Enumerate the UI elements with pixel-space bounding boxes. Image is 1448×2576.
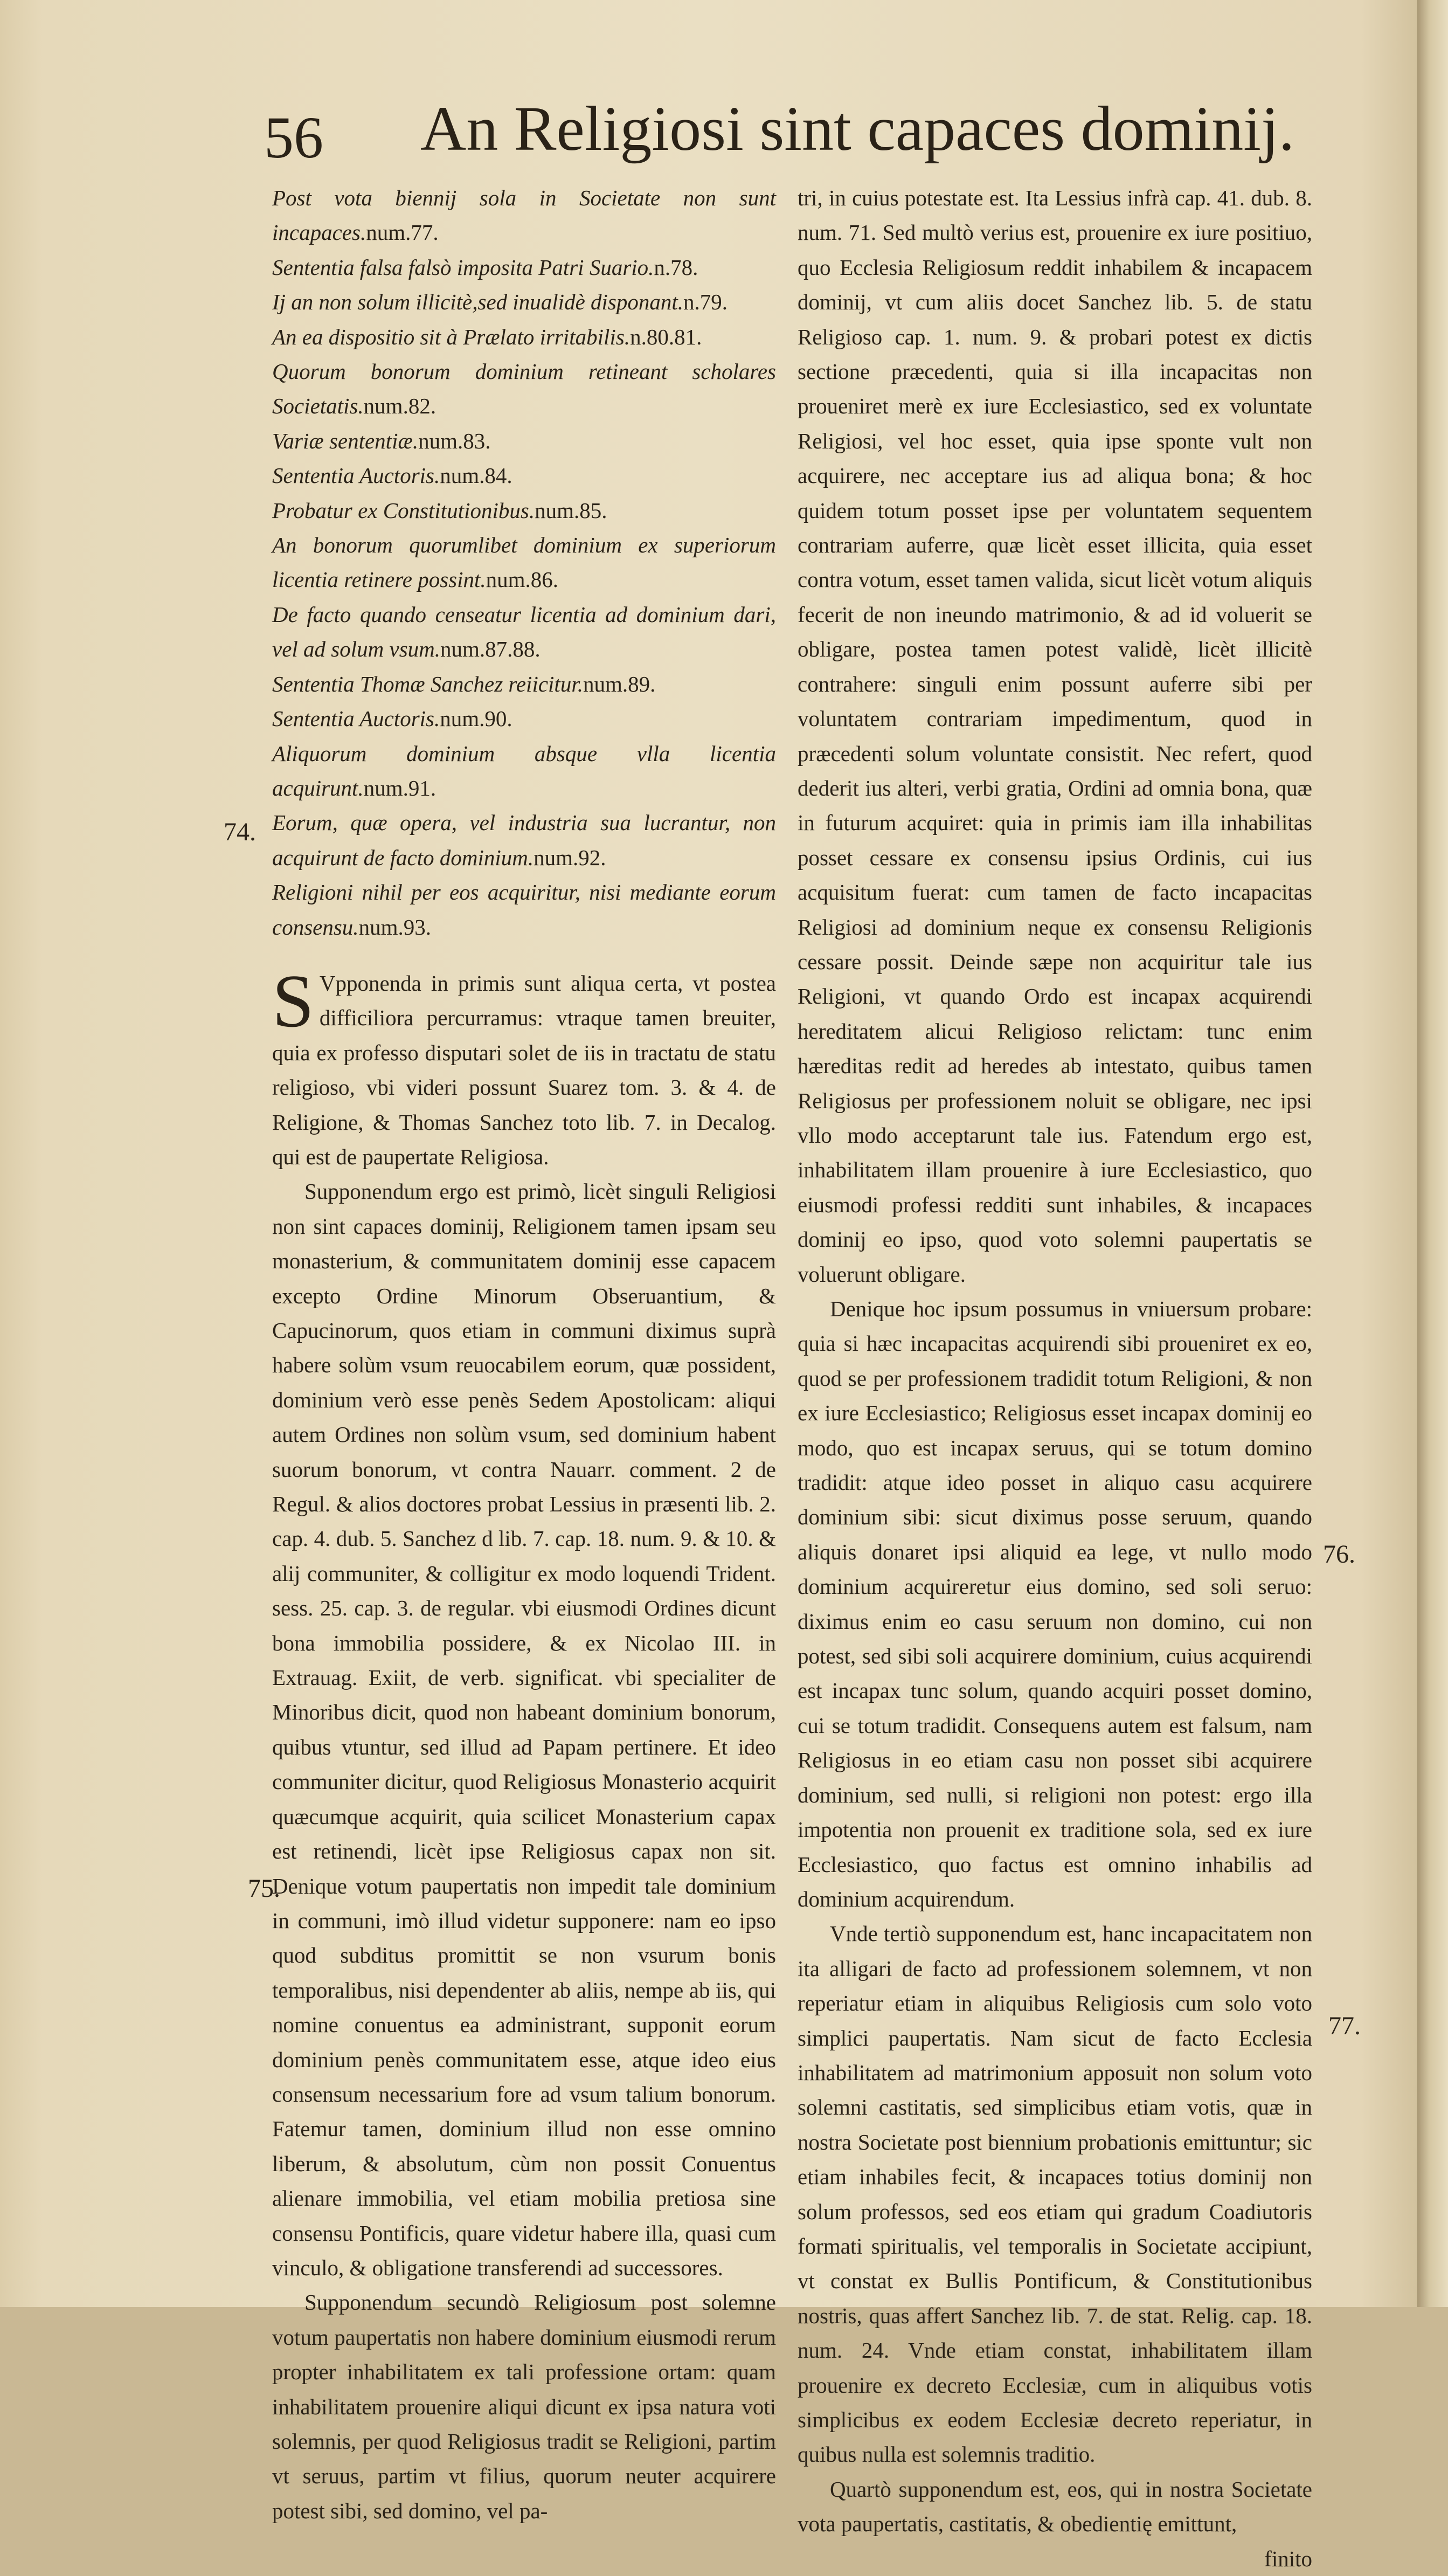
summary-item: De facto quando censeatur licentia ad dominium dari, vel ad solum vsum.num.87.88.	[272, 602, 776, 662]
page-number: 56	[264, 105, 323, 170]
summary-list	[272, 181, 776, 944]
summary-item: Aliquorum dominium absque vlla licentia acquirunt.num.91.	[272, 741, 776, 800]
right-column	[798, 181, 1312, 2576]
margin-number-74: 74.	[224, 818, 256, 846]
catchword: finito	[1264, 2546, 1312, 2571]
summary-item: Sententia Auctoris.num.84.	[272, 463, 512, 488]
paragraph-primo: Supponendum ergo est primò, licèt singuli Religiosi non sint capaces dominij, Religionem tamen ipsam seu monasterium, & communitatem dominij esse capacem excepto Ordine Minorum Obseruantium, & Capucinorum, quos etiam in communi diximus suprà habere solùm vsum reuocabilem eorum, quæ possident, dominium verò esse penès Sedem Apostolicam: aliqui autem Ordines non solùm vsum, sed dominium habent suorum bonorum, vt contra Nauarr. comment. 2 de Regul. & alios doctores probat Lessius in præsenti lib. 2. cap. 4. dub. 5. Sanchez d lib. 7. cap. 18. num. 9. & 10. & alij communiter, & colligitur ex modo loquendi Trident. sess. 25. cap. 3. de regular. vbi eiusmodi Ordines dicunt bona immobilia possidere, & ex Nicolao III. in Extrauag. Exiit, de verb. significat. vbi specialiter de Minoribus dicit, quod non habeant dominium bonorum, quibus vtuntur, sed illud ad Papam pertinere. Et ideo communiter dicitur, quod Religiosus Monasterio acquirit quæcumque acquirit, quia scilicet Monasterium capax est retinendi, licèt ipse Religiosus capax non sit. Denique votum paupertatis non impedit tale dominium in communi, imò illud videtur supponere: nam eo ipso quod subditus promittit se non vsurum bonis temporalibus, nisi dependenter ab aliis, nempe ab iis, qui nomine conuentus ea administrant, supponit eorum dominium penès communitatem esse, atque ideo eius consensum necessarium fore ad vsum talium bonorum. Fatemur tamen, dominium illud non esse omnino liberum, & absolutum, cùm non possit Conuentus alienare immobilia, vel etiam mobilia pretiosa sine consensu Pontificis, quare videtur habere illa, quasi cum vinculo, & obligatione transferendi ad successores.	[272, 1179, 776, 2280]
summary-item: An bonorum quorumlibet dominium ex superiorum licentia retinere possint.num.86.	[272, 533, 776, 592]
running-title: An Religiosi sint capaces dominij.	[420, 93, 1295, 164]
paragraph-continued: tri, in cuius potestate est. Ita Lessius infrà cap. 41. dub. 8. num. 71. Sed multò verius est, prouenire ex iure positiuo, quo Ecclesia Religiosum reddit inhabilem & incapacem dominij, vt cum aliis docet Sanchez lib. 5. de statu Religioso cap. 1. num. 9. & probari potest ex dictis sectione præcedenti, quia si illa incapacitas non proueniret merè ex iure Ecclesiastico, sed ex voluntate Religiosi, vel hoc esset, quia ipse sponte vult non acquirere, nec acceptare ius ad aliqua bona; & hoc quidem totum posset ipse per voluntatem sequentem contrariam auferre, quæ licèt esset illicita, quia esset contra votum, esset tamen valida, sicut licèt votum aliquis fecerit de non ineundo matrimonio, & ad id voluerit se obligare, postea tamen potest validè, licèt illicitè contrahere: singuli enim possunt auferre sibi per voluntatem contrariam impedimentum, quod in præcedenti solum voluntate consistit. Nec refert, quod dederit ius alteri, verbi gratia, Ordini ad omnia bona, quæ in futurum acquiret: quia in primis iam illa inhabilitas posset cessare ex consensu ipsius Ordinis, cui ius acquisitum fuerat: cum tamen de facto incapacitas Religiosi ad dominium neque ex consensu Religionis cessare possit. Deinde sæpe non acquiritur tale ius Religioni, vt quando Ordo est incapax acquirendi hereditatem alicui Religioso relictam: tunc enim hæreditas redit ad heredes ab intestato, quibus tamen Religiosus per professionem noluit se obligare, nec ipsi vllo modo acceptarunt tale ius. Fatendum ergo est, inhabilitatem illam prouenire à iure Ecclesiastico, quo eiusmodi professi redditi sunt inhabiles, & incapaces dominij eo ipso, quod voto solemni paupertatis se voluerunt obligare.	[798, 185, 1312, 1287]
summary-item: Post vota biennij sola in Societate non sunt incapaces.num.77.	[272, 185, 776, 245]
summary-item: Quorum bonorum dominium retineant scholares Societatis.num.82.	[272, 359, 776, 419]
summary-item: Eorum, quæ opera, vel industria sua lucrantur, non acquirunt de facto dominium.num.92.	[272, 810, 776, 870]
summary-item: Sententia Thomæ Sanchez reiicitur.num.89.	[272, 671, 656, 696]
paragraph-text: Vpponenda in primis sunt aliqua certa, vt postea difficiliora percurramus: vtraque tamen breuiter, quia ex professo disputari solet de iis in tractatu de statu religioso, vbi videri possunt Suarez tom. 3. & 4. de Religione, & Thomas Sanchez toto lib. 7. in Decalog. qui est de paupertate Religiosa.	[272, 970, 776, 1169]
drop-cap: S	[272, 959, 314, 1043]
summary-item: Sententia Auctoris.num.90.	[272, 706, 512, 731]
paragraph-77: Quartò supponendum est, eos, qui in nostra Societate vota paupertatis, castitatis, & obedientię emittunt,	[798, 2476, 1312, 2537]
summary-item: Ij an non solum illicitè,sed inualidè disponant.n.79.	[272, 289, 728, 315]
summary-item: Probatur ex Constitutionibus.num.85.	[272, 498, 607, 523]
page-gutter	[1417, 0, 1448, 2307]
paragraph-75: Supponendum secundò Religiosum post solemne votum paupertatis non habere dominium eiusmodi rerum propter inhabilitatem ex tali professione ortam: quam inhabilitatem prouenire aliqui dicunt ex ipsa natura voti solemnis, per quod Religiosus tradit se Religioni, partim vt seruus, partim vt filius, quorum neuter acquirere potest sibi, sed domino, vel pa-	[272, 2290, 776, 2523]
summary-item: Sententia falsa falsò imposita Patri Suario.n.78.	[272, 254, 698, 280]
paragraph-74	[272, 959, 776, 1174]
summary-item: An ea dispositio sit à Prælato irritabilis.n.80.81.	[272, 324, 702, 349]
paragraph-76: Vnde tertiò supponendum est, hanc incapacitatem non ita alligari de facto ad professionem solemnem, vt non reperiatur etiam in aliquibus Religiosis cum solo voto simplici paupertatis. Nam sicut de facto Ecclesia inhabilitatem ad matrimonium apposuit non solum voto solemni castitatis, sed simplicibus etiam votis, quæ in nostra Societate post biennium probationis emittuntur; sic etiam inhabiles fecit, & incapaces totius dominij non solum professos, sed eos etiam qui gradum Coadiutoris formati spiritualis, vel temporalis in Societate accipiunt, vt constat ex Bullis Pontificum, & Constitutionibus nostris, quas affert Sanchez lib. 7. de stat. Relig. cap. 18. num. 24. Vnde etiam constat, inhabilitatem illam prouenire ex decreto Ecclesiæ, cum in aliquibus votis simplicibus ex eodem Ecclesiæ decreto reperiatur, in quibus nulla est solemnis traditio.	[798, 1921, 1312, 2467]
paragraph-denique: Denique hoc ipsum possumus in vniuersum probare: quia si hæc incapacitas acquirendi sibi proueniret ex eo, quod se per professionem tradidit totum Religioni, & non ex iure Ecclesiastico; Religiosus esset incapax dominij eo modo, quo est incapax seruus, qui se totum domino tradidit: atque ideo posset in aliquo casu acquirere dominium sibi: sicut diximus posse seruum, quando aliquis donaret ipsi aliquid ea lege, vt nullo modo dominium acquireretur eius domino, sed soli seruo: diximus enim eo casu seruum non domino, cui non potest, sed sibi soli acquirere dominium, cuius acquirendi est incapax tunc solum, quando acquiri posset domino, cui se totum tradidit. Consequens autem est falsum, nam Religiosus in eo etiam casu non posset sibi acquirere dominium, sed nulli, si religioni non potest: ergo illa impotentia non prouenit ex traditione sola, sed ex iure Ecclesiastico, quo factus est omnino inhabilis ad dominium acquirendum.	[798, 1296, 1312, 1911]
summary-item: Religioni nihil per eos acquiritur, nisi mediante eorum consensu.num.93.	[272, 880, 776, 940]
margin-number-76: 76.	[1323, 1540, 1355, 1569]
left-column	[272, 181, 776, 2528]
summary-item: Variæ sententiæ.num.83.	[272, 428, 491, 453]
margin-number-75: 75.	[248, 1874, 280, 1903]
margin-number-77: 77.	[1328, 2012, 1361, 2040]
